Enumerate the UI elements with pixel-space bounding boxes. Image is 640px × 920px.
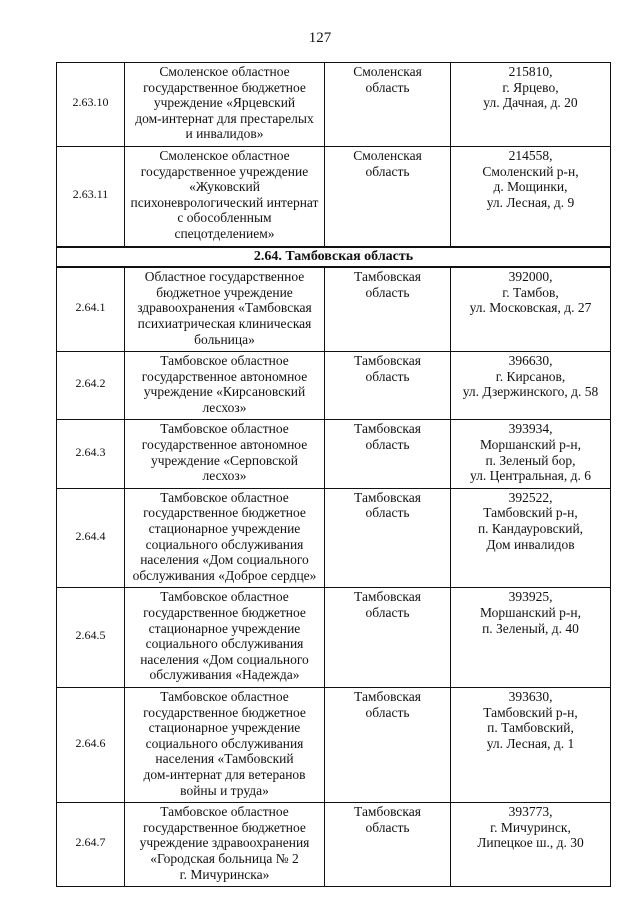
entry-number: 2.63.11 [57, 146, 125, 246]
institution-name-line: населения «Дом социального [140, 552, 309, 568]
region-line: область [365, 605, 410, 620]
institution-name-cell [125, 267, 325, 351]
registry-table [56, 62, 611, 887]
institution-name-line: стационарное учреждение [148, 620, 301, 636]
institution-name-line: дом-интернат для ветеранов [143, 766, 306, 782]
table-row [57, 588, 611, 688]
institution-name-cell [125, 146, 325, 246]
region-line: область [365, 284, 410, 300]
address-line: п. Тамбовский, [487, 720, 574, 736]
institution-name-line: Тамбовское областное [160, 804, 289, 820]
institution-name-line: дом-интернат для престарелых [135, 110, 314, 126]
section-header-row [57, 247, 611, 268]
address-cell [451, 420, 611, 488]
table-row [57, 420, 611, 488]
institution-name-line: населения «Дом социального [140, 651, 309, 667]
region-cell [325, 63, 451, 147]
address-line: г. Тамбов, [502, 284, 559, 300]
address-cell [451, 267, 611, 351]
institution-name-line: стационарное учреждение [148, 521, 301, 537]
institution-name-line: государственное бюджетное [143, 704, 306, 720]
address-cell [451, 488, 611, 588]
registry-body [57, 63, 611, 887]
institution-name-line: Тамбовское областное [160, 421, 289, 437]
address-line: 214558, [508, 147, 553, 163]
address-cell [451, 352, 611, 420]
institution-name-line: г. Мичуринска» [179, 866, 270, 882]
region-cell [325, 803, 451, 887]
address-line: Моршанский р-н, [480, 437, 581, 453]
table-row [57, 687, 611, 802]
region-line: область [365, 437, 410, 453]
region-cell [325, 146, 451, 246]
institution-name-cell [125, 420, 325, 488]
region-cell [325, 488, 451, 588]
institution-name-cell [125, 687, 325, 802]
region-cell [325, 352, 451, 420]
institution-name-line: психиатрическая клиническая [137, 315, 312, 331]
institution-name-cell [125, 588, 325, 688]
entry-number: 2.64.1 [57, 267, 125, 351]
region-line: область [365, 704, 410, 720]
entry-number: 2.64.4 [57, 488, 125, 588]
institution-name-cell [125, 63, 325, 147]
address-cell [451, 63, 611, 147]
institution-name-line: лесхоз» [202, 399, 247, 415]
region-line: Смоленская [353, 64, 422, 79]
address-cell [451, 146, 611, 246]
institution-name-line: бюджетное учреждение [156, 284, 293, 300]
address-line: 393630, [508, 688, 553, 704]
region-line: Тамбовская [354, 804, 421, 820]
address-cell [451, 687, 611, 802]
institution-name-line: учреждение «Ярцевский [153, 95, 296, 111]
institution-name-line: учреждение здравоохранения [139, 835, 310, 851]
address-line: п. Зеленый бор, [485, 452, 576, 468]
institution-name-line: Областное государственное [144, 269, 305, 285]
institution-name-line: учреждение «Кирсановский [143, 384, 306, 400]
entry-number: 2.64.7 [57, 803, 125, 887]
address-line: п. Зеленый, д. 40 [482, 620, 579, 636]
institution-name-cell [125, 352, 325, 420]
address-line: 215810, [508, 64, 553, 79]
address-line: Тамбовский р-н, [483, 704, 578, 720]
region-line: область [365, 163, 410, 179]
institution-name-line: Смоленское областное [159, 64, 290, 79]
address-line: 393925, [508, 589, 553, 605]
region-cell [325, 687, 451, 802]
region-line: Тамбовская [354, 353, 421, 369]
institution-name-line: социального обслуживания [145, 536, 304, 552]
address-line: г. Кирсанов, [495, 368, 566, 384]
institution-name-line: государственное автономное [141, 368, 308, 384]
table-row [57, 803, 611, 887]
address-line: Липецкое ш., д. 30 [477, 835, 584, 851]
table-row [57, 63, 611, 147]
region-line: Тамбовская [354, 589, 421, 605]
institution-name-line: спецотделением» [174, 225, 275, 241]
institution-name-line: Тамбовское областное [160, 353, 289, 369]
address-cell [451, 803, 611, 887]
institution-name-line: государственное учреждение [140, 163, 309, 179]
institution-name-line: государственное бюджетное [143, 79, 306, 95]
address-line: ул. Лесная, д. 9 [486, 194, 575, 210]
institution-name-line: с обособленным [177, 210, 272, 226]
region-line: Тамбовская [354, 269, 421, 285]
institution-name-line: больница» [194, 331, 255, 347]
address-line: 393773, [508, 804, 553, 820]
address-line: п. Кандауровский, [477, 521, 584, 537]
region-line: Тамбовская [354, 489, 421, 505]
institution-name-line: обслуживания «Доброе сердце» [132, 567, 317, 583]
region-cell [325, 420, 451, 488]
address-line: г. Ярцево, [502, 79, 559, 95]
institution-name-line: войны и труда» [180, 782, 269, 798]
institution-name-line: государственное бюджетное [143, 505, 306, 521]
page-number: 127 [308, 30, 332, 46]
institution-name-line: Тамбовское областное [160, 489, 289, 505]
entry-number: 2.63.10 [57, 63, 125, 147]
address-line: ул. Центральная, д. 6 [470, 468, 591, 484]
table-row [57, 352, 611, 420]
address-line: Моршанский р-н, [480, 605, 581, 620]
institution-name-line: государственное автономное [141, 437, 308, 453]
address-line: Смоленский р-н, [482, 163, 579, 179]
address-line: ул. Московская, д. 27 [469, 300, 592, 316]
address-line: Дом инвалидов [486, 536, 575, 552]
region-line: область [365, 819, 410, 835]
institution-name-line: учреждение «Серповской [150, 452, 299, 468]
institution-name-line: социального обслуживания [145, 636, 304, 652]
entry-number: 2.64.2 [57, 352, 125, 420]
institution-name-cell [125, 488, 325, 588]
table-row [57, 267, 611, 351]
address-line: д. Мощинки, [493, 179, 568, 195]
region-line: область [365, 368, 410, 384]
region-line: Смоленская [353, 147, 422, 163]
institution-name-line: стационарное учреждение [148, 720, 301, 736]
institution-name-line: населения «Тамбовский [155, 751, 294, 767]
institution-name-line: обслуживания «Надежда» [149, 667, 300, 683]
region-cell [325, 588, 451, 688]
institution-name-line: государственное бюджетное [143, 819, 306, 835]
address-line: 392000, [508, 269, 553, 285]
entry-number: 2.64.6 [57, 687, 125, 802]
entry-number: 2.64.3 [57, 420, 125, 488]
institution-name-line: здравоохранения «Тамбовская [137, 300, 312, 316]
address-line: 393934, [508, 421, 553, 437]
region-line: Тамбовская [354, 688, 421, 704]
institution-name-line: и инвалидов» [185, 126, 264, 142]
address-line: г. Мичуринск, [490, 819, 571, 835]
institution-name-line: психоневрологический интернат [130, 194, 319, 210]
region-line: область [365, 79, 410, 95]
table-row [57, 488, 611, 588]
institution-name-cell [125, 803, 325, 887]
institution-name-line: лесхоз» [202, 468, 247, 484]
institution-name-line: социального обслуживания [145, 735, 304, 751]
address-line: Тамбовский р-н, [483, 505, 578, 521]
address-cell [451, 588, 611, 688]
address-line: ул. Лесная, д. 1 [486, 735, 575, 751]
table-row [57, 146, 611, 246]
institution-name-line: «Городская больница № 2 [150, 850, 299, 866]
region-line: Тамбовская [354, 421, 421, 437]
address-line: 396630, [508, 353, 553, 369]
institution-name-line: государственное бюджетное [143, 605, 306, 620]
region-line: область [365, 505, 410, 521]
institution-name-line: Смоленское областное [159, 147, 290, 163]
address-line: ул. Дачная, д. 20 [483, 95, 578, 111]
institution-name-line: Тамбовское областное [160, 589, 289, 605]
institution-name-line: «Жуковский [189, 179, 260, 195]
entry-number: 2.64.5 [57, 588, 125, 688]
institution-name-line: Тамбовское областное [160, 688, 289, 704]
address-line: 392522, [508, 489, 553, 505]
address-line: ул. Дзержинского, д. 58 [462, 384, 599, 400]
section-title: 2.64. Тамбовская область [57, 247, 611, 268]
region-cell [325, 267, 451, 351]
